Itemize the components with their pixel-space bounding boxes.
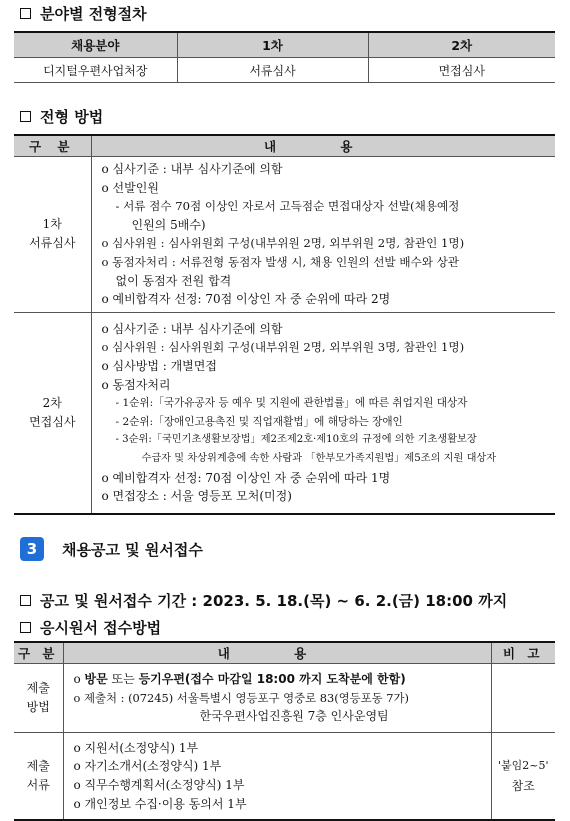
table-row — [14, 664, 555, 733]
content-line: 인원의 5배수) — [131, 217, 206, 232]
selection-method-table — [14, 134, 555, 515]
bold-text: 등기우편(접수 마감일 18:00 까지 도착분에 한함) — [138, 672, 406, 687]
content-line: o 선발인원 — [101, 180, 159, 195]
category-label: 2차 — [42, 395, 62, 410]
table-row — [14, 312, 555, 514]
header-cell: 구 분 — [14, 642, 63, 664]
header-cell: 비 고 — [491, 642, 555, 664]
category-label: 제출 — [26, 759, 50, 773]
category-label: 방법 — [26, 700, 50, 714]
category-cell — [14, 312, 91, 514]
content-line: o 예비합격자 선정: 70점 이상인 자 중 순위에 따라 2명 — [101, 292, 391, 307]
header-cell: 2차 — [368, 32, 555, 58]
checkbox-square-icon — [20, 622, 31, 633]
note-cell — [491, 664, 555, 733]
table-row — [14, 733, 555, 821]
category-cell — [14, 664, 63, 733]
submission-method-heading — [20, 617, 161, 638]
content-cell — [63, 733, 491, 821]
content-line — [74, 670, 485, 689]
header-cell: 내 용 — [63, 642, 491, 664]
plain-text: 또는 — [107, 672, 139, 687]
content-line: o 예비합격자 선정: 70점 이상인 자 중 순위에 따라 1명 — [101, 470, 391, 485]
table-header-row — [14, 642, 555, 664]
note-text: 참조 — [511, 779, 535, 793]
table-cell: 면접심사 — [368, 58, 555, 83]
checkbox-square-icon — [20, 111, 31, 122]
section-number-badge: 3 — [20, 537, 44, 561]
section-title: 분야별 전형절차 — [40, 5, 147, 23]
content-line: o 동점자처리 — [101, 377, 171, 392]
content-line: 한국우편사업진흥원 7층 인사운영팀 — [199, 709, 389, 724]
content-line: - 1순위:「국가유공자 등 예우 및 지원에 관한법률」에 따른 취업지원 대상자 — [115, 397, 468, 410]
category-cell — [14, 733, 63, 821]
section-title: 전형 방법 — [40, 108, 104, 126]
procedure-table — [14, 31, 555, 83]
content-line: o 심사위원 : 심사위원회 구성(내부위원 2명, 외부위원 2명, 참관인 1명) — [101, 236, 465, 251]
note-text: '붙임2~5' — [497, 759, 549, 772]
header-cell: 1차 — [177, 32, 368, 58]
category-label: 서류 — [26, 778, 50, 792]
category-label: 제출 — [26, 681, 50, 695]
section-heading-procedure — [20, 3, 147, 24]
checkbox-square-icon — [20, 8, 31, 19]
content-line: - 3순위:「국민기초생활보장법」제2조제2호·제10호의 규정에 의한 기초생활보장 — [115, 434, 477, 446]
period-text: 공고 및 원서접수 기간 : 2023. 5. 18.(목) ~ 6. 2.(금) 18:00 까지 — [40, 592, 508, 610]
category-cell — [14, 157, 91, 313]
content-line: o 심사기준 : 내부 심사기준에 의함 — [101, 162, 283, 176]
content-line: o 심사기준 : 내부 심사기준에 의함 — [101, 321, 283, 336]
table-row — [14, 157, 555, 313]
bold-text: 방문 — [84, 672, 108, 687]
table-header-row — [14, 32, 555, 58]
content-line: o 심사위원 : 심사위원회 구성(내부위원 2명, 외부위원 3명, 참관인 1명) — [101, 340, 465, 355]
bullet-text: o — [73, 672, 85, 687]
table-header-row — [14, 135, 555, 157]
section-title: 채용공고 및 원서접수 — [62, 540, 203, 559]
table-row — [14, 58, 555, 83]
checkbox-square-icon — [20, 595, 31, 606]
content-cell — [63, 664, 491, 733]
category-label: 서류심사 — [29, 236, 76, 251]
content-line: - 서류 점수 70점 이상인 자로서 고득점순 면접대상자 선발(채용예정 — [115, 199, 460, 214]
table-cell: 디지털우편사업처장 — [14, 58, 177, 83]
section-title: 응시원서 접수방법 — [40, 619, 162, 637]
header-cell: 채용분야 — [14, 32, 177, 58]
submission-table — [14, 641, 555, 821]
content-line: - 2순위:「장애인고용촉진 및 직업재활법」에 해당하는 장애인 — [115, 415, 403, 428]
content-line: o 개인정보 수집·이용 동의서 1부 — [73, 796, 247, 811]
content-cell — [91, 312, 555, 514]
content-line: o 직무수행계획서(소정양식) 1부 — [73, 778, 245, 792]
content-line: o 동점자처리 : 서류전형 동점자 발생 시, 채용 인원의 선발 배수와 상관 — [101, 254, 459, 269]
note-cell — [491, 733, 555, 821]
content-line: o 심사방법 : 개별면접 — [101, 358, 217, 373]
section-3-header — [20, 537, 203, 561]
table-cell: 서류심사 — [177, 58, 368, 83]
content-line: 수급자 및 차상위계층에 속한 사람과 「한부모가족지원법」제5조의 지원 대상자 — [141, 452, 497, 464]
category-label: 면접심사 — [29, 414, 76, 429]
content-line: o 면접장소 : 서울 영등포 모처(미정) — [101, 489, 292, 504]
header-cell: 내 용 — [91, 135, 555, 157]
content-line: 없이 동점자 전원 합격 — [115, 273, 232, 288]
content-line: o 지원서(소정양식) 1부 — [73, 740, 199, 755]
category-label: 1차 — [42, 217, 62, 232]
application-period — [20, 590, 507, 611]
content-cell — [91, 157, 555, 313]
header-cell: 구 분 — [14, 135, 91, 157]
section-heading-method — [20, 106, 103, 127]
content-line: o 제출처 : (07245) 서울특별시 영등포구 영중로 83(영등포동 7가) — [73, 690, 409, 705]
content-line: o 자기소개서(소정양식) 1부 — [73, 759, 222, 774]
